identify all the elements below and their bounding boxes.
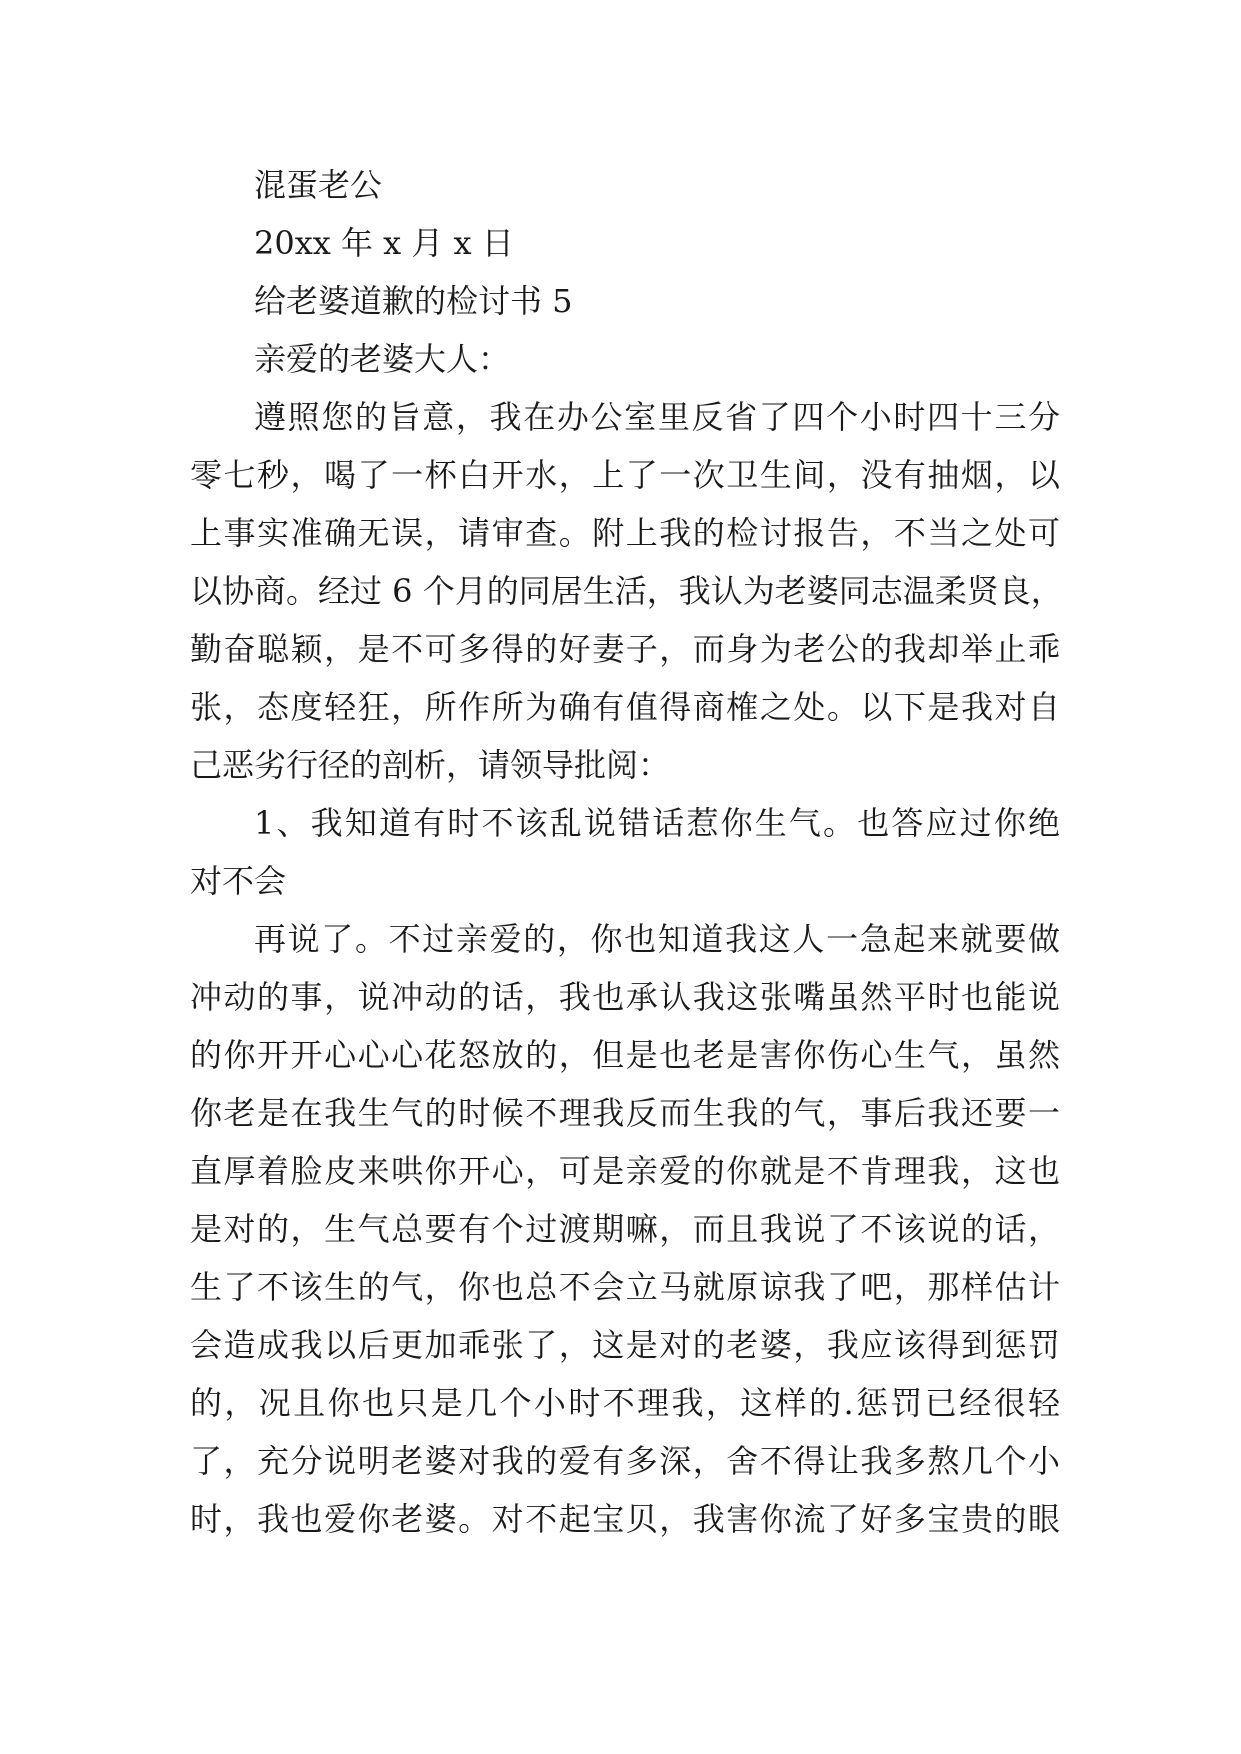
date-line: 20xx 年 x 月 x 日	[254, 224, 514, 262]
body-line: 冲动的事，说冲动的话，我也承认我这张嘴虽然平时也能说	[190, 978, 1060, 1016]
body-line: 零七秒，喝了一杯白开水，上了一次卫生间，没有抽烟，以	[190, 456, 1060, 494]
body-line: 会造成我以后更加乖张了，这是对的老婆，我应该得到惩罚	[190, 1326, 1060, 1364]
body-line: 遵照您的旨意，我在办公室里反省了四个小时四十三分	[254, 398, 1060, 436]
body-line: 生了不该生的气，你也总不会立马就原谅我了吧，那样估计	[190, 1268, 1060, 1306]
list-item-line: 对不会	[190, 862, 287, 900]
signature-line: 混蛋老公	[254, 166, 383, 204]
body-line: 勤奋聪颖，是不可多得的好妻子，而身为老公的我却举止乖	[190, 630, 1060, 668]
body-line: 上事实准确无误，请审查。附上我的检讨报告，不当之处可	[190, 514, 1060, 552]
body-line: 直厚着脸皮来哄你开心，可是亲爱的你就是不肯理我，这也	[190, 1152, 1060, 1190]
body-line: 了，充分说明老婆对我的爱有多深，舍不得让我多熬几个小	[190, 1442, 1060, 1480]
document-title: 给老婆道歉的检讨书 5	[254, 282, 573, 320]
list-item-line: 1、我知道有时不该乱说错话惹你生气。也答应过你绝	[254, 804, 1060, 842]
body-line: 以协商。经过 6 个月的同居生活，我认为老婆同志温柔贤良，	[190, 572, 1063, 610]
salutation: 亲爱的老婆大人：	[254, 340, 511, 378]
body-line: 己恶劣行径的剖析，请领导批阅：	[190, 746, 671, 784]
body-line: 时，我也爱你老婆。对不起宝贝，我害你流了好多宝贵的眼	[190, 1500, 1060, 1538]
body-line: 是对的，生气总要有个过渡期嘛，而且我说了不该说的话，	[190, 1210, 1060, 1248]
body-line: 的，况且你也只是几个小时不理我，这样的.惩罚已经很轻	[190, 1384, 1060, 1422]
body-line: 你老是在我生气的时候不理我反而生我的气，事后我还要一	[190, 1094, 1060, 1132]
body-line: 的你开开心心心花怒放的，但是也老是害你伤心生气，虽然	[190, 1036, 1060, 1074]
body-line: 再说了。不过亲爱的，你也知道我这人一急起来就要做	[254, 920, 1060, 958]
body-line: 张，态度轻狂，所作所为确有值得商榷之处。以下是我对自	[190, 688, 1060, 726]
